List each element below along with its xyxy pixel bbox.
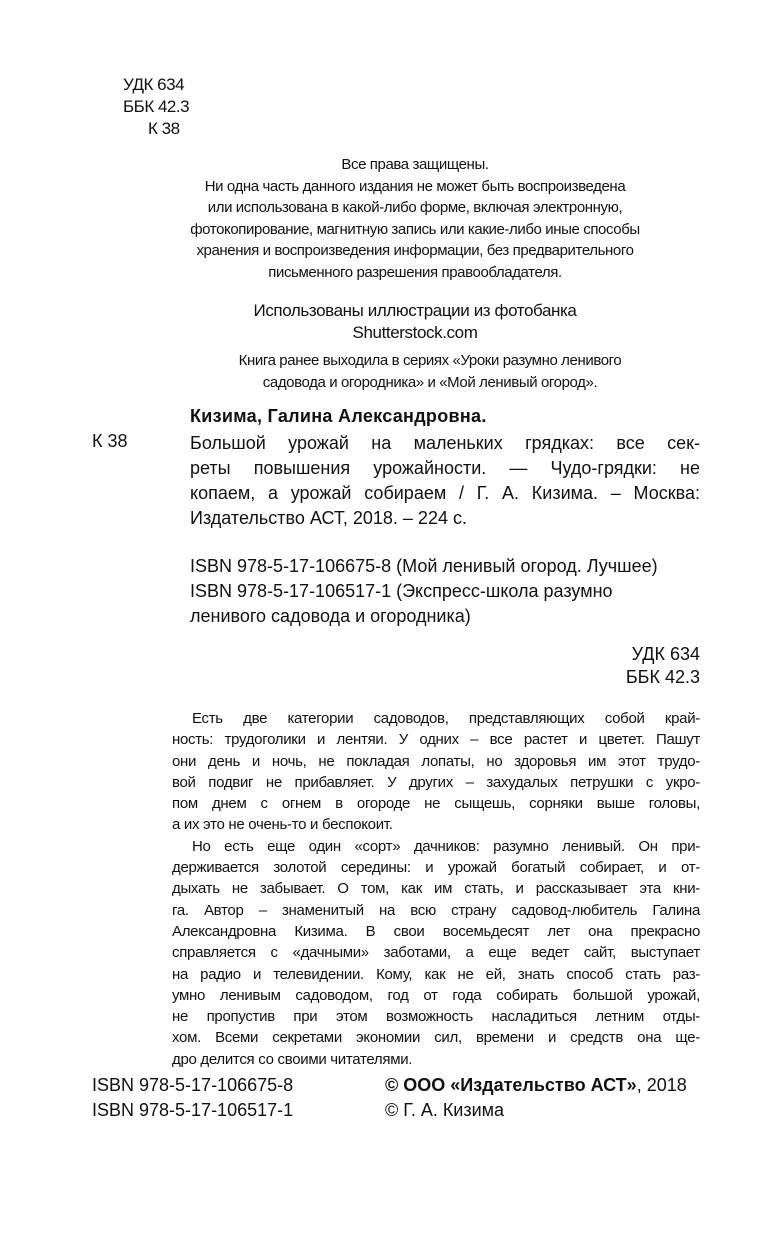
annotation-line: пом днем с огнем в огороде не сыщешь, сорняки выше головы, [172,795,700,813]
series-note [160,350,700,394]
annotation-line: ность: трудоголики и лентяи. У одних – все растет и цветет. Пашут [172,731,700,749]
annotation-line: га. Автор – знаменитый на всю страну садовод-любитель Галина [172,901,700,919]
copyright-year: , 2018 [636,1075,687,1095]
annotation-line: хом. Всеми секретами экономии сил, времени и средств она ще- [172,1029,700,1047]
bibliographic-description [190,431,700,531]
isbn-line: ISBN 978-5-17-106675-8 (Мой ленивый огород. Лучшее) [190,556,658,576]
bbk-code: ББК 42.3 [625,667,700,687]
rights-line: или использована в какой-либо форме, включая электронную, [207,199,623,217]
classification-codes [560,643,700,689]
bibliographic-mark: К 38 [92,431,128,451]
rights-line: хранения и воспроизведения информации, без предварительного [196,242,634,260]
bibliographic-line: копаем, а урожай собираем / Г. А. Кизима. – Москва: [190,483,700,503]
bibliographic-line: реты повышения урожайности. — Чудо-грядки: не [190,458,700,478]
copyright-author: © Г. А. Кизима [385,1100,505,1120]
footer-isbn [92,1073,293,1123]
isbn-line: ISBN 978-5-17-106517-1 [92,1100,294,1120]
bbk-code: ББК 42.3 [123,97,190,116]
author-mark: К 38 [148,119,180,138]
annotation-line: справляется с «дачными» заботами, а еще ведет сайт, выступает [172,944,700,962]
copyright-publisher [385,1073,687,1098]
annotation [172,708,700,1070]
bibliographic-author: Кизима, Галина Александровна. [190,406,487,426]
isbn-line: ISBN 978-5-17-106517-1 (Экспресс-школа разумно [190,581,613,601]
annotation-line: Но есть еще один «сорт» дачников: разумно ленивый. Он при- [192,837,700,855]
footer-copyright [385,1073,687,1123]
classification-block [123,74,189,140]
annotation-line: держивается золотой середины: и урожай богатый собирает, и от- [172,859,700,877]
annotation-line: Александровна Кизима. В свои восемьдесят лет она прекрасно [172,922,700,940]
annotation-line: вой подвиг не прибавляет. У других – захудалых петрушки с укро- [172,773,700,791]
annotation-line: не пропустив при этом возможность насладиться летним отды- [172,1008,700,1026]
annotation-line: на радио и телевидении. Кому, как не ей, знать способ стать раз- [172,965,700,983]
rights-line: письменного разрешения правообладателя. [268,263,562,281]
isbn-line: ISBN 978-5-17-106675-8 [92,1075,294,1095]
photo-credit-line: Shutterstock.com [352,323,478,342]
annotation-line: умно ленивым садоводом, год от года собирать большой урожай, [172,986,700,1004]
rights-line: Ни одна часть данного издания не может быть воспроизведена [204,177,626,195]
rights-line: фотокопирование, магнитную запись или какие-либо иные способы [190,220,640,238]
bibliographic-line: Издательство АСТ, 2018. – 224 с. [190,508,467,528]
series-note-line: садовода и огородника» и «Мой ленивый огород». [262,374,598,391]
isbn-line: ленивого садовода и огородника) [190,606,471,626]
rights-notice [130,154,700,284]
photo-credit [130,300,700,344]
photo-credit-line: Использованы иллюстрации из фотобанка [253,301,577,320]
annotation-line: дро делится со своими читателями. [172,1050,413,1068]
rights-line: Все права защищены. [341,156,489,173]
annotation-line: а их это не очень-то и беспокоит. [172,816,393,834]
isbn-list [190,554,710,629]
udk-code: УДК 634 [123,75,185,94]
series-note-line: Книга ранее выходила в сериях «Уроки разумно ленивого [238,352,622,369]
udk-code: УДК 634 [631,644,700,664]
annotation-line: Есть две категории садоводов, представляющих собой край- [192,710,700,727]
annotation-line: они день и ночь, не покладая лопаты, но здоровья им этот трудо- [172,752,700,770]
annotation-line: дыхать не забывает. О том, как им стать, и рассказывает эта кни- [172,880,700,898]
bibliographic-line: Большой урожай на маленьких грядках: все сек- [190,433,700,453]
publisher-name: © ООО «Издательство АСТ» [385,1075,637,1095]
